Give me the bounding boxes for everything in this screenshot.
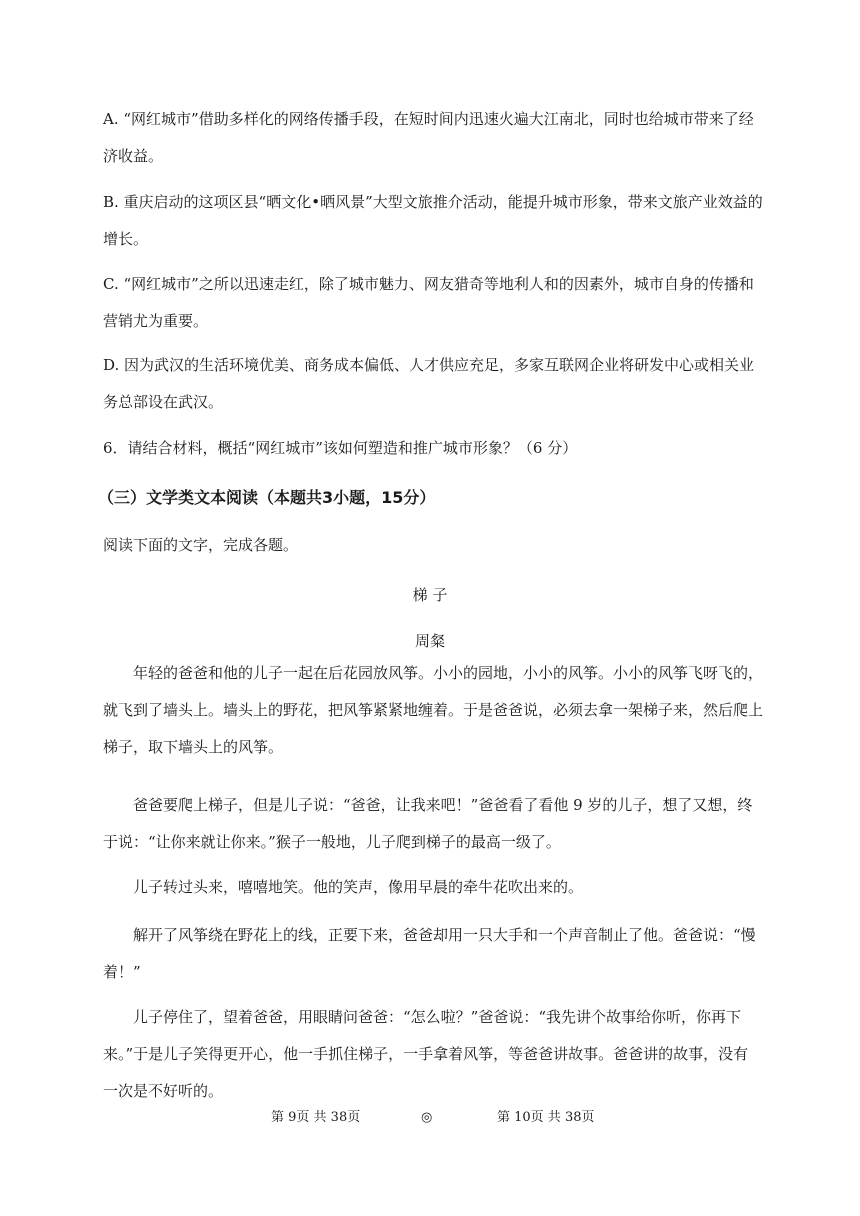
section-heading: （三）文学类文本阅读（本题共3小题，15分）: [98, 488, 436, 507]
option-c: C. “网红城市”之所以迅速走红，除了城市魅力、网友猎奇等地利人和的因素外，城市自身的传播和营销尤为重要。: [103, 275, 754, 330]
footer-page-left: 第 9页 共 38页: [271, 1110, 361, 1125]
question-6: 6．请结合材料，概括“网红城市”该如何塑造和推广城市形象？（6 分）: [103, 439, 578, 457]
footer-mark: ◎: [421, 1110, 433, 1125]
option-d: D. 因为武汉的生活环境优美、商务成本偏低、人才供应充足，多家互联网企业将研发中心或相关业务总部设在武汉。: [103, 356, 755, 411]
story-paragraph: 儿子停住了，望着爸爸，用眼睛问爸爸：“怎么啦？”爸爸说：“我先讲个故事给你听，你再下来。”于是儿子笑得更开心，他一手抓住梯子，一手拿着风筝，等爸爸讲故事。爸爸讲的故事，没有一次是不好听的。: [103, 1008, 749, 1100]
story-paragraph: 儿子转过头来，嘻嘻地笑。他的笑声，像用早晨的牵牛花吹出来的。: [133, 878, 584, 896]
story-author: 周粲: [414, 632, 445, 650]
story-paragraph: 解开了风筝绕在野花上的线，正要下来，爸爸却用一只大手和一个声音制止了他。爸爸说：“慢着！”: [103, 926, 756, 981]
story-paragraph: 年轻的爸爸和他的儿子一起在后花园放风筝。小小的园地，小小的风筝。小小的风筝飞呀飞的，就飞到了墙头上。墙头上的野花，把风筝紧紧地缠着。于是爸爸说，必须去拿一架梯子来，然后爬上梯子，取下墙头上的风筝。: [103, 664, 764, 756]
option-b: B. 重庆启动的这项区县“晒文化•晒风景”大型文旅推介活动，能提升城市形象，带来文旅产业效益的增长。: [103, 193, 763, 248]
story-title: 梯 子: [412, 586, 448, 604]
footer-page-right: 第 10页 共 38页: [497, 1110, 595, 1125]
instruction: 阅读下面的文字，完成各题。: [103, 536, 299, 554]
story-paragraph: 爸爸要爬上梯子，但是儿子说：“爸爸，让我来吧！”爸爸看了看他 9 岁的儿子，想了又想，终于说：“让你来就让你来。”猴子一般地，儿子爬到梯子的最高一级了。: [103, 796, 753, 851]
option-a: A. “网红城市”借助多样化的网络传播手段，在短时间内迅速火遍大江南北，同时也给城市带来了经济收益。: [103, 110, 754, 165]
